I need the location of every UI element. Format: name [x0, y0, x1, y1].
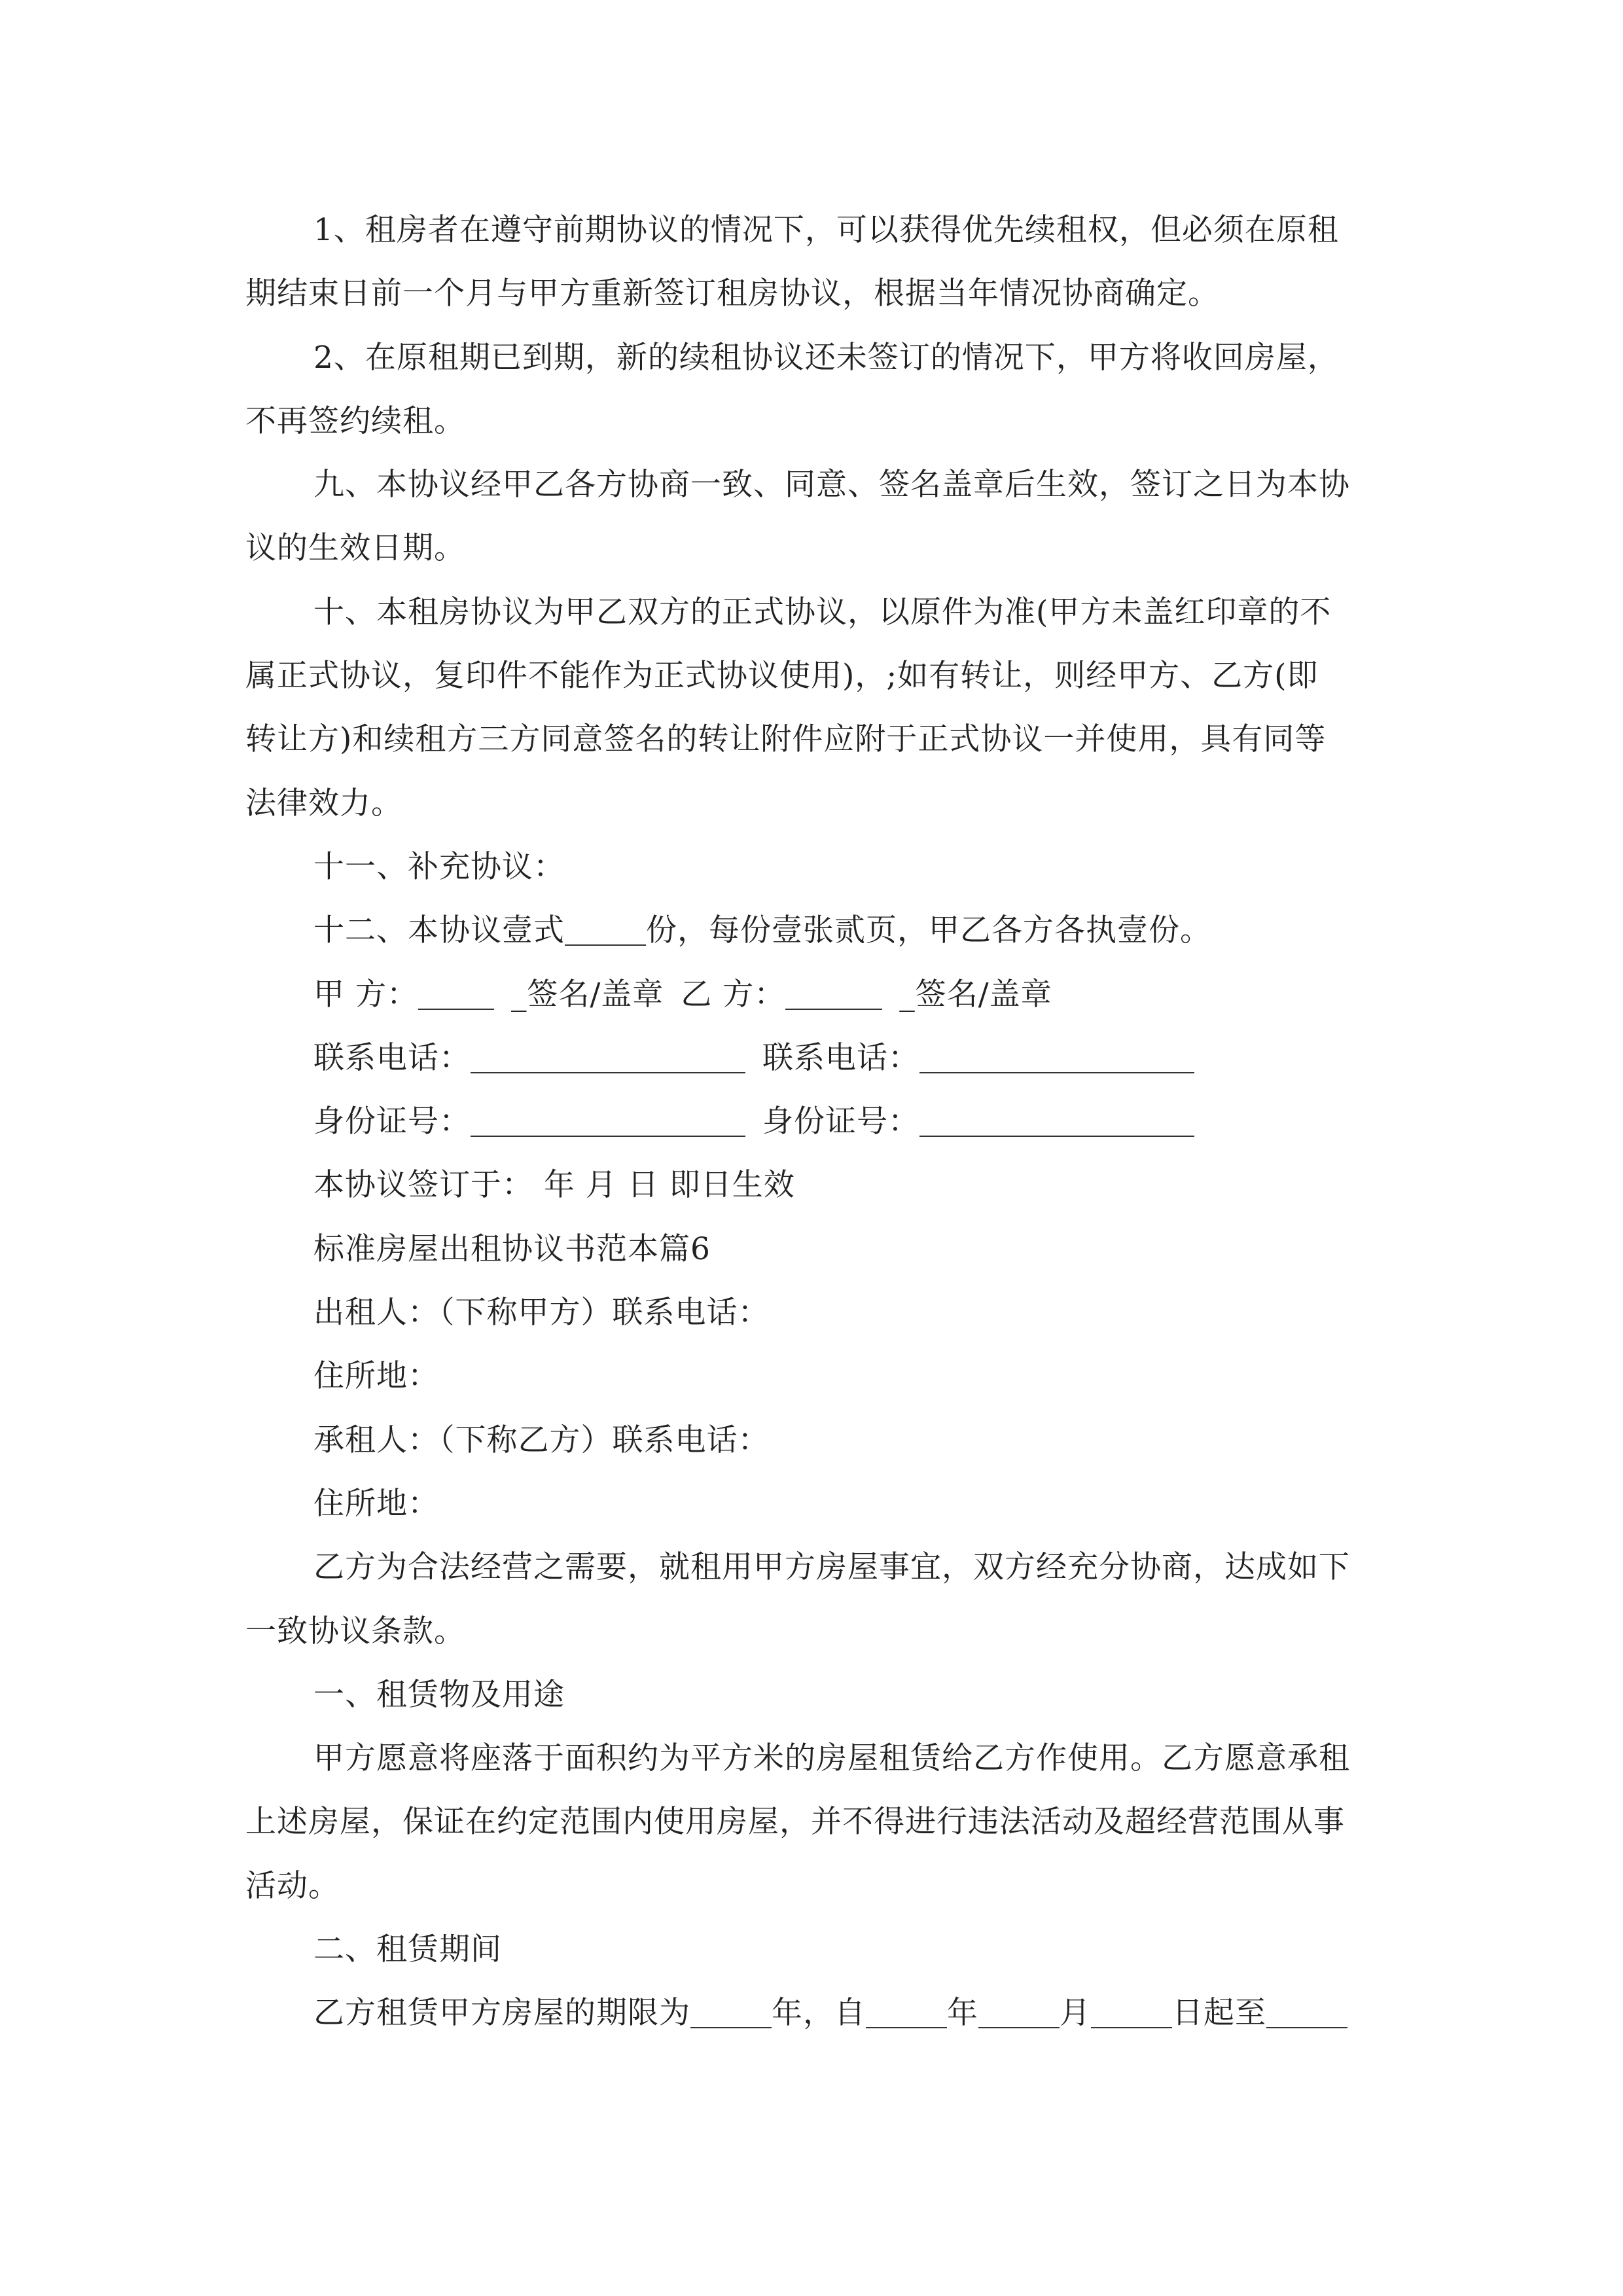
phone-row — [245, 1026, 1381, 1090]
party-a-blank — [418, 971, 494, 1010]
paragraph-line: 十、本租房协议为甲乙双方的正式协议，以原件为准(甲方未盖红印章的不 — [313, 594, 1332, 630]
paragraph-line: 转让方)和续租方三方同意签名的转让附件应附于正式协议一并使用，具有同等 — [245, 721, 1327, 758]
paragraph-line: 不再签约续租。 — [245, 403, 465, 439]
paragraph-line: 期结束日前一个月与甲方重新签订租房协议，根据当年情况协商确定。 — [245, 276, 1219, 312]
lease-years-blank — [690, 1989, 772, 2028]
party-a-sign-label: _签名/盖章 — [510, 976, 664, 1013]
paragraph-line: 1、租房者在遵守前期协议的情况下，可以获得优先续租权，但必须在原租 — [313, 212, 1339, 248]
section-heading: 一、租赁物及用途 — [313, 1676, 565, 1713]
paragraph-line: 甲方愿意将座落于面积约为平方米的房屋租赁给乙方作使用。乙方愿意承租 — [313, 1740, 1350, 1777]
lease-start-year-blank — [866, 1989, 947, 2028]
copies-clause — [245, 899, 1381, 962]
party-a-phone-label: 联系电话： — [313, 1039, 471, 1076]
party-b-blank — [785, 971, 882, 1010]
paragraph-line: 一致协议条款。 — [245, 1613, 465, 1649]
lease-term-label: 乙方租赁甲方房屋的期限为 — [313, 1995, 690, 2032]
paragraph-line: 2、在原租期已到期，新的续租协议还未签订的情况下，甲方将收回房屋， — [313, 339, 1339, 376]
section-heading: 二、租赁期间 — [313, 1931, 502, 1968]
party-b-phone-label: 联系电话： — [762, 1039, 919, 1076]
copies-label: 十二、本协议壹式 — [313, 912, 565, 949]
lessee-address-line: 住所地： — [313, 1485, 439, 1522]
paragraph-line: 属正式协议，复印件不能作为正式协议使用)，;如有转让，则经甲方、乙方(即 — [245, 658, 1319, 694]
paragraph-line: 乙方为合法经营之需要，就租用甲方房屋事宜，双方经充分协商，达成如下 — [313, 1549, 1350, 1586]
lease-year-label: 年 — [947, 1995, 978, 2032]
lease-month-label: 月 — [1060, 1995, 1091, 2032]
party-a-id-label: 身份证号： — [313, 1103, 471, 1140]
lessee-line: 承租人：（下称乙方）联系电话： — [313, 1422, 770, 1458]
lease-start-day-blank — [1091, 1989, 1172, 2028]
lease-day-label: 日起至 — [1172, 1995, 1266, 2032]
paragraph-line: 九、本协议经甲乙各方协商一致、同意、签名盖章后生效，签订之日为本协 — [313, 467, 1350, 503]
signing-date-line: 本协议签订于： 年 月 日 即日生效 — [313, 1167, 795, 1204]
copies-text: 份，每份壹张贰页，甲乙各方各执壹份。 — [646, 912, 1211, 949]
lease-term-line — [245, 1981, 1381, 2045]
lease-start-month-blank — [978, 1989, 1060, 2028]
id-row — [245, 1090, 1381, 1153]
party-b-label: 乙 方： — [681, 976, 786, 1013]
paragraph-line: 议的生效日期。 — [245, 530, 465, 567]
party-a-label: 甲 方： — [313, 976, 418, 1013]
lessor-line: 出租人：（下称甲方）联系电话： — [313, 1295, 770, 1331]
lease-from-label: 年，自 — [772, 1995, 866, 2032]
document-title: 标准房屋出租协议书范本篇6 — [313, 1230, 711, 1267]
party-b-sign-label: _签名/盖章 — [899, 976, 1052, 1013]
party-b-id-label: 身份证号： — [762, 1103, 919, 1140]
lessor-address-line: 住所地： — [313, 1358, 439, 1395]
party-b-phone-blank — [919, 1034, 1194, 1073]
party-a-id-blank — [471, 1098, 745, 1137]
document-body — [245, 198, 1381, 2045]
lease-end-blank — [1266, 1989, 1347, 2028]
section-heading: 十一、补充协议： — [313, 848, 565, 885]
paragraph-line: 上述房屋，保证在约定范围内使用房屋，并不得进行违法活动及超经营范围从事 — [245, 1804, 1345, 1840]
copies-blank — [565, 906, 646, 946]
signature-row — [245, 963, 1381, 1026]
paragraph-line: 法律效力。 — [245, 785, 402, 821]
paragraph-line: 活动。 — [245, 1867, 340, 1904]
party-a-phone-blank — [471, 1034, 745, 1073]
party-b-id-blank — [919, 1098, 1194, 1137]
